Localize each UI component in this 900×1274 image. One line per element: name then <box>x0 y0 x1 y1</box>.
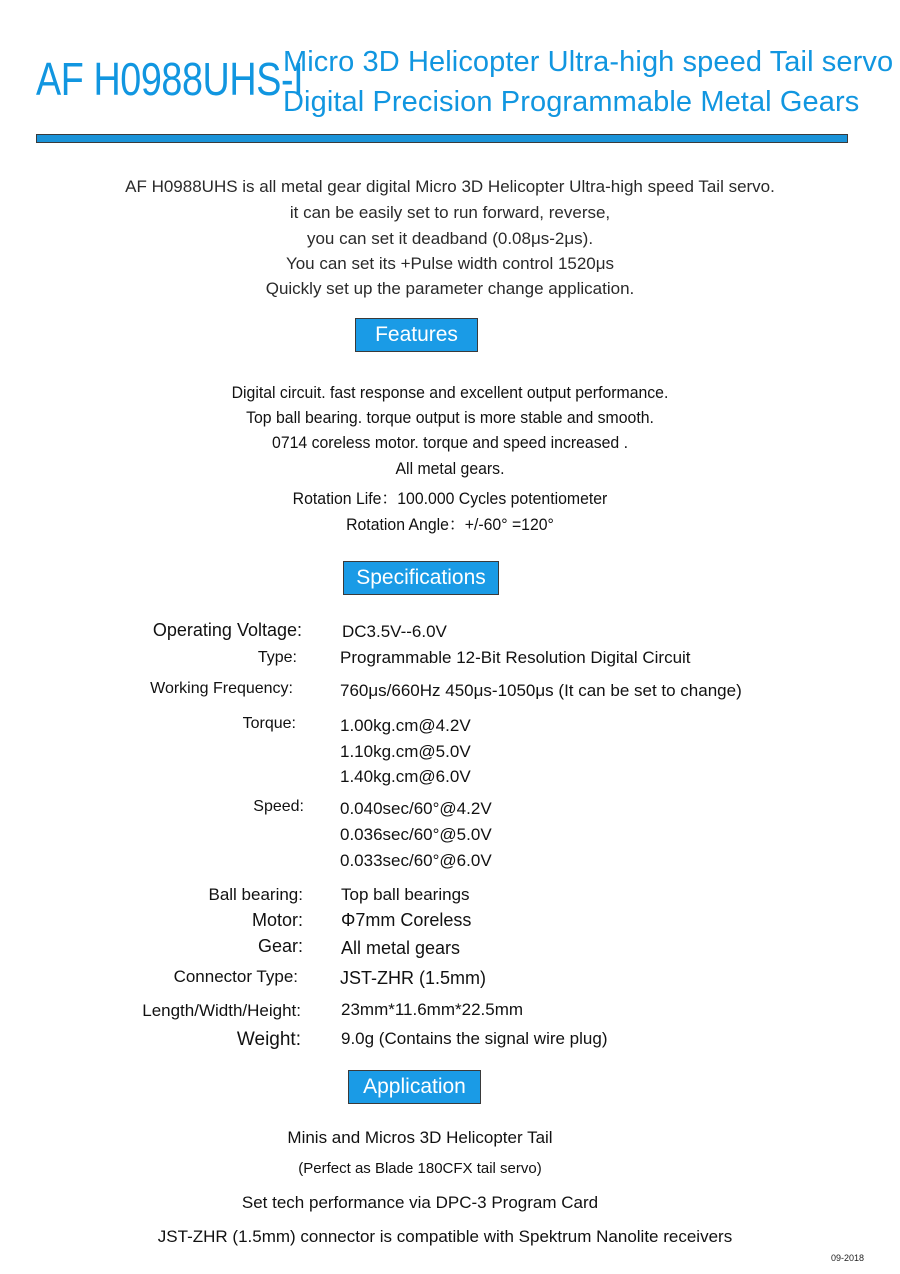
spec-value-gear: All metal gears <box>341 938 461 958</box>
spec-value-type: Programmable 12-Bit Resolution Digital Circuit <box>340 648 691 667</box>
application-item: (Perfect as Blade 180CFX tail servo) <box>298 1160 542 1177</box>
spec-value-torque-3: 1.40kg.cm@6.0V <box>340 767 471 786</box>
feature-item: Rotation Life：100.000 Cycles potentiometer <box>292 489 608 508</box>
spec-label-torque: Torque: <box>242 715 296 732</box>
application-item: Minis and Micros 3D Helicopter Tail <box>287 1128 553 1147</box>
intro-line-2: it can be easily set to run forward, reverse, <box>289 203 611 222</box>
spec-label-type: Type: <box>257 649 297 666</box>
spec-label-weight: Weight: <box>236 1029 301 1050</box>
header-divider <box>36 134 848 143</box>
spec-label-motor: Motor: <box>251 910 303 930</box>
spec-label-dimensions: Length/Width/Height: <box>142 1001 301 1020</box>
application-item: Set tech performance via DPC-3 Program Card <box>241 1193 599 1212</box>
spec-label-gear: Gear: <box>257 936 303 956</box>
intro-line-1: AF H0988UHS is all metal gear digital Micro 3D Helicopter Ultra-high speed Tail servo. <box>125 177 775 196</box>
feature-item: All metal gears. <box>395 459 505 478</box>
spec-value-ball-bearing: Top ball bearings <box>341 885 470 904</box>
spec-value-weight: 9.0g (Contains the signal wire plug) <box>341 1029 608 1048</box>
spec-value-torque-2: 1.10kg.cm@5.0V <box>340 742 471 761</box>
product-subtitle-line1: Micro 3D Helicopter Ultra-high speed Tail servo <box>283 46 894 78</box>
spec-value-speed-2: 0.036sec/60°@5.0V <box>340 825 492 844</box>
specifications-heading: Specifications <box>343 561 499 595</box>
spec-value-connector-type: JST-ZHR (1.5mm) <box>340 968 486 988</box>
feature-item: 0714 coreless motor. torque and speed increased . <box>272 433 628 452</box>
intro-line-5: Quickly set up the parameter change application. <box>265 279 635 298</box>
revision-date: 09-2018 <box>830 1253 864 1263</box>
product-model: AF H0988UHS-I <box>36 53 304 105</box>
intro-line-4: You can set its +Pulse width control 1520μs <box>285 254 615 273</box>
spec-label-working-frequency: Working Frequency: <box>150 680 293 697</box>
application-heading: Application <box>348 1070 481 1104</box>
spec-label-connector-type: Connector Type: <box>173 967 298 986</box>
feature-item: Digital circuit. fast response and excellent output performance. <box>231 383 669 402</box>
spec-value-speed-1: 0.040sec/60°@4.2V <box>340 799 492 818</box>
product-subtitle-line2: Digital Precision Programmable Metal Gears <box>283 86 860 118</box>
features-heading: Features <box>355 318 478 352</box>
spec-label-ball-bearing: Ball bearing: <box>208 885 303 904</box>
spec-value-operating-voltage: DC3.5V--6.0V <box>342 622 447 641</box>
application-item: JST-ZHR (1.5mm) connector is compatible with Spektrum Nanolite receivers <box>157 1227 733 1246</box>
spec-value-speed-3: 0.033sec/60°@6.0V <box>340 851 492 870</box>
spec-label-operating-voltage: Operating Voltage: <box>152 620 302 640</box>
spec-value-torque-1: 1.00kg.cm@4.2V <box>340 716 471 735</box>
feature-item: Rotation Angle：+/-60° =120° <box>346 515 554 534</box>
feature-item: Top ball bearing. torque output is more stable and smooth. <box>246 408 654 427</box>
spec-value-dimensions: 23mm*11.6mm*22.5mm <box>341 1000 524 1019</box>
spec-label-speed: Speed: <box>253 798 304 815</box>
spec-value-motor: Φ7mm Coreless <box>341 910 472 930</box>
spec-value-working-frequency: 760μs/660Hz 450μs-1050μs (It can be set to change) <box>340 681 742 700</box>
intro-line-3: you can set it deadband (0.08μs-2μs). <box>306 229 594 248</box>
